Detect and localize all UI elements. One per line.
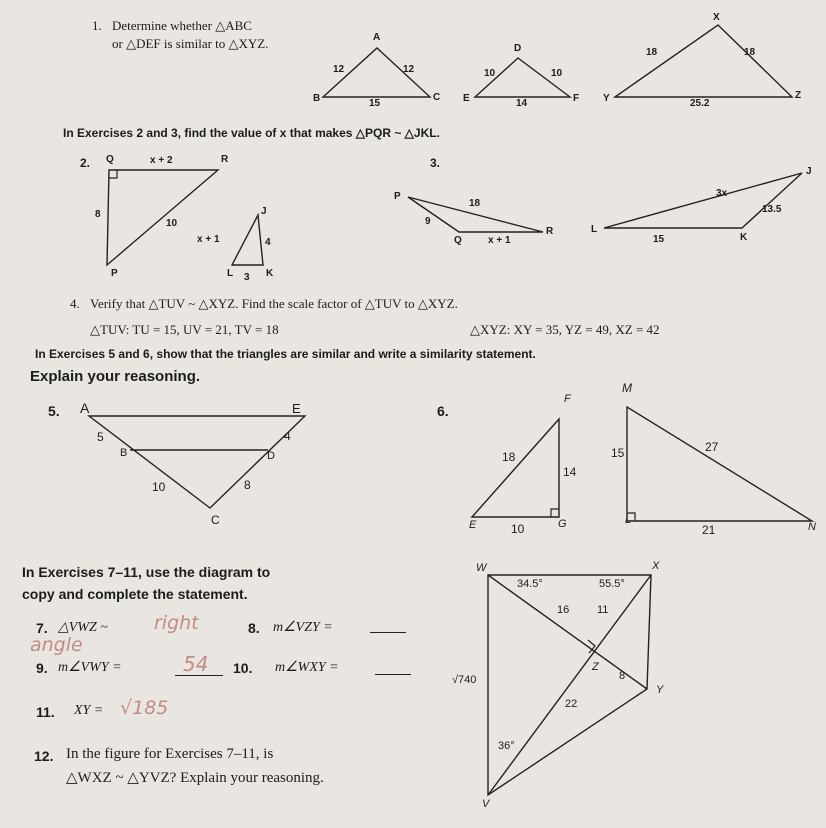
- ex12-line1: In the figure for Exercises 7–11, is: [66, 746, 274, 762]
- label-YZ: 25.2: [690, 98, 710, 109]
- label-X: X: [713, 12, 720, 23]
- ex3-label-Q: Q: [454, 235, 462, 246]
- ex2-label-R: R: [221, 154, 229, 165]
- diag-xz-part: 11: [597, 604, 609, 616]
- ex5-label-ED: 4: [284, 429, 291, 443]
- right-angle-mark-g: [551, 509, 559, 517]
- label-E: E: [463, 93, 470, 104]
- ex56-instruction-2: Explain your reasoning.: [30, 368, 201, 385]
- label-XZ: 18: [744, 47, 756, 58]
- label-A: A: [373, 32, 381, 43]
- ex6-label-M: M: [622, 381, 632, 395]
- ex6-label-G: G: [558, 518, 567, 530]
- label-B: B: [313, 93, 321, 104]
- ex6-number: 6.: [437, 403, 449, 419]
- diag-label-Y: Y: [656, 684, 664, 696]
- triangle-pqr-ex2: [107, 170, 218, 265]
- label-F: F: [573, 93, 580, 104]
- ex2-number: 2.: [80, 156, 91, 170]
- ex2-label-LJ: x + 1: [197, 234, 220, 245]
- triangle-ace: [89, 416, 305, 508]
- ex7-number: 7.: [36, 620, 48, 636]
- ex2-label-PR: 10: [166, 218, 178, 229]
- diag-angle-x: 55.5°: [599, 578, 625, 590]
- ex7-prompt: △VWZ ~: [58, 620, 108, 635]
- ex4-xyz: △XYZ: XY = 35, YZ = 49, XZ = 42: [470, 322, 660, 337]
- ex1-line2: or △DEF is similar to △XYZ.: [112, 36, 269, 51]
- ex8-prompt: m∠VZY =: [273, 620, 333, 635]
- label-C: C: [433, 92, 441, 103]
- triangle-xyz: [615, 25, 792, 97]
- ex2-label-LK: 3: [244, 272, 250, 283]
- ex2-label-K: K: [266, 268, 274, 279]
- ex4-tuv: △TUV: TU = 15, UV = 21, TV = 18: [90, 322, 279, 337]
- ex11-number: 11.: [36, 704, 55, 720]
- ex7-answer-1: right: [154, 612, 199, 634]
- ex56-instruction-1: In Exercises 5 and 6, show that the triangles are similar and write a similarity statement.: [35, 347, 536, 361]
- diag-wz-part: 16: [557, 604, 570, 616]
- label-XY: 18: [646, 47, 658, 58]
- label-Z: Z: [795, 90, 802, 101]
- ex6-label-LM: 15: [611, 446, 625, 460]
- ex6-label-MN: 27: [705, 440, 719, 454]
- ex9-number: 9.: [36, 660, 48, 676]
- ex2-label-P: P: [111, 268, 118, 279]
- ex3-label-JK: 13.5: [762, 204, 782, 215]
- ex2-label-QR: x + 2: [150, 155, 173, 166]
- triangle-lmn: [627, 407, 812, 521]
- ex3-label-K: K: [740, 232, 748, 243]
- label-DF: 10: [551, 68, 563, 79]
- ex3-number: 3.: [430, 156, 441, 170]
- ex5-label-D: D: [267, 450, 275, 462]
- ex4-number: 4.: [70, 296, 80, 311]
- ex6-label-F: F: [564, 393, 571, 405]
- ex3-label-PQ: 9: [425, 216, 431, 227]
- diag-angle-w: 34.5°: [517, 578, 543, 590]
- ex12-number: 12.: [34, 748, 54, 764]
- ex5-label-DC: 8: [244, 478, 251, 492]
- ex4-text: Verify that △TUV ~ △XYZ. Find the scale factor of △TUV to △XYZ.: [90, 296, 458, 311]
- label-BC: 15: [369, 98, 381, 109]
- ex6-label-E: E: [469, 519, 477, 531]
- ex6-label-FG: 14: [563, 465, 577, 479]
- ex8-number: 8.: [248, 620, 260, 636]
- diag-label-V: V: [482, 798, 490, 810]
- ex5-number: 5.: [48, 403, 60, 419]
- ex5-label-C: C: [211, 513, 220, 527]
- ex711-instruction-1: In Exercises 7–11, use the diagram to: [22, 564, 271, 580]
- ex5-label-A: A: [80, 400, 90, 416]
- label-D: D: [514, 43, 522, 54]
- diag-label-Z: Z: [592, 661, 599, 673]
- ex9-answer: 54: [183, 652, 209, 676]
- ex10-number: 10.: [233, 660, 253, 676]
- ex10-answer-blank[interactable]: [375, 662, 411, 675]
- segment-xv: [488, 575, 651, 795]
- triangle-efg: [472, 419, 559, 517]
- ex12-line2: △WXZ ~ △YVZ? Explain your reasoning.: [66, 770, 324, 786]
- ex6-label-EF: 18: [502, 450, 516, 464]
- triangle-jkl-ex3: [604, 173, 802, 228]
- ex3-label-QR: x + 1: [488, 235, 511, 246]
- ex1-line1: Determine whether △ABC: [112, 18, 252, 33]
- ex6-label-LN: 21: [702, 523, 716, 537]
- ex1-number: 1.: [92, 18, 102, 33]
- ex9-answer-blank[interactable]: [175, 663, 223, 676]
- ex6-label-L: L: [625, 514, 632, 526]
- ex6-label-N: N: [808, 521, 816, 533]
- ex3-label-L: L: [591, 224, 598, 235]
- ex2-label-J: J: [261, 206, 267, 217]
- label-Y: Y: [603, 93, 610, 104]
- diag-wv: √740: [452, 674, 477, 686]
- ex7-answer-2: angle: [30, 634, 83, 656]
- ex2-label-JK: 4: [265, 237, 271, 248]
- ex2-label-Q: Q: [106, 154, 114, 165]
- ex23-instruction: In Exercises 2 and 3, find the value of x that makes △PQR ~ △JKL.: [63, 126, 440, 140]
- ex11-prompt: XY =: [74, 703, 104, 718]
- ex5-label-E: E: [292, 401, 301, 416]
- ex5-label-BC: 10: [152, 480, 166, 494]
- label-AB: 12: [333, 64, 345, 75]
- ex2-label-L: L: [227, 268, 234, 279]
- ex2-label-QP: 8: [95, 209, 101, 220]
- diag-zv: 22: [565, 698, 578, 710]
- ex5-label-AB: 5: [97, 430, 104, 444]
- ex3-label-P: P: [394, 191, 401, 202]
- ex8-answer-blank[interactable]: [370, 620, 406, 633]
- ex10-prompt: m∠WXY =: [275, 660, 339, 675]
- right-angle-mark-q: [109, 170, 117, 178]
- diag-angle-v: 36°: [498, 740, 515, 752]
- ex5-label-B: B: [120, 447, 128, 459]
- ex3-label-PR: 18: [469, 198, 481, 209]
- ex6-label-EG: 10: [511, 522, 525, 536]
- ex711-instruction-2: copy and complete the statement.: [22, 586, 248, 602]
- diag-label-X: X: [652, 560, 660, 572]
- ex3-label-J: J: [806, 166, 812, 177]
- diag-label-W: W: [476, 562, 487, 574]
- ex9-prompt: m∠VWY =: [58, 660, 122, 675]
- ex3-label-R: R: [546, 226, 554, 237]
- diag-zy: 8: [619, 670, 626, 682]
- label-EF: 14: [516, 98, 528, 109]
- label-DE: 10: [484, 68, 496, 79]
- label-AC: 12: [403, 64, 415, 75]
- ex11-answer: √185: [120, 697, 169, 719]
- ex3-label-LJ: 3x: [716, 188, 728, 199]
- ex3-label-LK: 15: [653, 234, 665, 245]
